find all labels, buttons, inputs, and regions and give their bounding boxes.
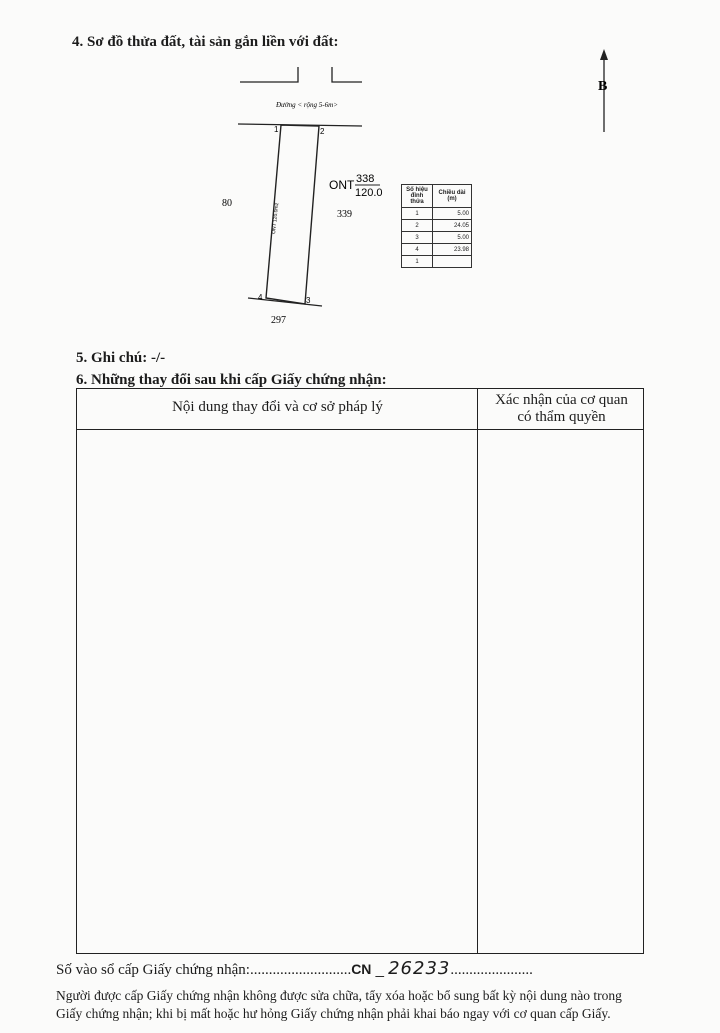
length-cell: 5.00: [433, 208, 472, 220]
length-cell: 5.00: [433, 232, 472, 244]
north-arrow-head-icon: [600, 49, 608, 60]
vertex-cell: 2: [402, 220, 433, 232]
section-4-title: 4. Sơ đồ thửa đất, tài sản gắn liền với đất:: [72, 34, 339, 50]
neighbor-left: 80: [222, 198, 232, 209]
register-number-handwritten: 26233: [388, 958, 451, 979]
header-length: Chiều dài (m): [433, 185, 472, 208]
length-cell: 24.05: [433, 220, 472, 232]
notice-line-2: Giấy chứng nhận; khi bị mất hoặc hư hỏng Giấy chứng nhận phải khai báo ngay với cơ quan cấp Giấy.: [56, 1006, 611, 1021]
land-parcel-diagram: [0, 40, 720, 340]
parcel-area: 120.0: [355, 187, 383, 199]
vertex-1: 1: [274, 125, 279, 134]
vertex-cell: 4: [402, 244, 433, 256]
neighbor-right: 339: [337, 209, 352, 220]
parcel-code: ONT: [329, 178, 355, 192]
changes-table: [76, 388, 644, 954]
table-row: [402, 208, 472, 220]
table-row: [402, 256, 472, 268]
parcel-inner-label: ONT 120.0m2: [271, 202, 281, 235]
table-row: [402, 244, 472, 256]
length-cell: 23.98: [433, 244, 472, 256]
register-dots: ...........................: [249, 962, 352, 978]
length-cell: [433, 256, 472, 268]
table-row: [402, 232, 472, 244]
changes-content-header: Nội dung thay đổi và cơ sở pháp lý: [172, 399, 383, 415]
vertex-4: 4: [258, 293, 263, 302]
vertex-cell: 3: [402, 232, 433, 244]
header-vertex: Số hiệu đỉnh thửa: [402, 185, 433, 208]
register-prefix: CN: [351, 961, 372, 977]
road-edge-right: [332, 67, 362, 82]
neighbor-bottom: 297: [271, 315, 286, 326]
road-edge-left: [240, 67, 298, 82]
confirmation-header-line-1: Xác nhận của cơ quan: [495, 392, 628, 408]
vertex-cell: 1: [402, 208, 433, 220]
north-label: B: [598, 79, 608, 94]
table-row: [402, 220, 472, 232]
section-6-title: 6. Những thay đổi sau khi cấp Giấy chứng nhận:: [76, 372, 387, 388]
edge-length-table: [401, 184, 472, 268]
road-label: Đường < rộng 5-6m>: [276, 101, 338, 109]
changes-confirmation-header: [478, 392, 645, 426]
section-5-title: 5. Ghi chú: -/-: [76, 350, 166, 366]
changes-header-divider: [77, 429, 643, 430]
vertex-2: 2: [320, 127, 325, 136]
table-header-row: [402, 185, 472, 208]
parcel-number: 338: [356, 173, 375, 185]
vertex-cell: 1: [402, 256, 433, 268]
changes-content-column: [77, 389, 478, 953]
vertex-3: 3: [306, 296, 311, 305]
notice-line-1: Người được cấp Giấy chứng nhận không được sửa chữa, tẩy xóa hoặc bổ sung bất kỳ nội dung nào trong: [56, 988, 622, 1003]
register-dots-end: ......................: [450, 962, 533, 978]
register-number-line: Số vào sổ cấp Giấy chứng nhận:...........................CN _ 26233......................: [56, 958, 533, 979]
confirmation-header-line-2: có thẩm quyền: [517, 409, 606, 425]
register-label: Số vào sổ cấp Giấy chứng nhận:: [56, 962, 250, 978]
